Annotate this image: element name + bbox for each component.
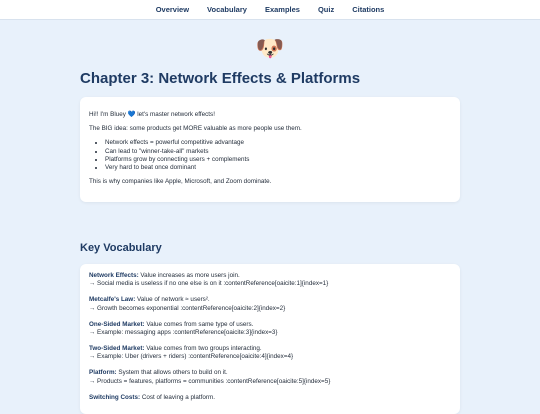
- vocab-example: → Products = features, platforms = communities :contentReference[oaicite:5]{index=5}: [89, 377, 331, 385]
- vocabulary-heading: Key Vocabulary: [80, 242, 162, 254]
- nav-overview[interactable]: Overview: [155, 5, 190, 14]
- intro-card: [80, 97, 460, 202]
- vocab-definition: Value comes from two groups interacting.: [144, 345, 262, 353]
- vocab-definition: Value increases as more users join.: [138, 272, 240, 279]
- vocab-term: Switching Costs:: [89, 393, 141, 401]
- vocab-term: Network Effects:: [89, 272, 139, 279]
- list-item: • Network effects = powerful competitive advantage: [105, 139, 451, 147]
- vocab-definition: System that allows others to build on it.: [116, 369, 228, 377]
- vocab-item: [89, 321, 451, 337]
- intro-closing: This is why companies like Apple, Microsoft, and Zoom dominate.: [89, 178, 272, 186]
- vocab-definition: Value comes from same type of users.: [144, 320, 254, 328]
- nav-vocabulary[interactable]: Vocabulary: [207, 5, 247, 14]
- vocabulary-card: [80, 264, 460, 414]
- vocab-term: Platform:: [89, 369, 117, 377]
- vocab-item: [89, 296, 451, 312]
- vocab-example: → Social media is useless if no one else is on it :contentReference[oaicite:1]{index=1}: [89, 280, 329, 288]
- vocab-item: [89, 345, 451, 361]
- intro-big-idea: The BIG idea: some products get MORE valuable as more people use them.: [89, 125, 302, 133]
- vocab-example: → Example: messaging apps :contentReference[oaicite:3]{index=3}: [89, 328, 278, 336]
- nav-quiz[interactable]: Quiz: [317, 5, 335, 14]
- intro-bullet-list: [105, 139, 451, 172]
- vocab-item: [89, 394, 451, 402]
- nav-examples[interactable]: Examples: [264, 5, 300, 14]
- page-title: Chapter 3: Network Effects & Platforms: [80, 70, 361, 87]
- dog-face-icon: 🐶: [255, 36, 285, 62]
- vocab-term: One-Sided Market:: [89, 320, 145, 328]
- list-item: • Platforms grow by connecting users + complements: [105, 156, 451, 164]
- vocab-definition: Value of network ≈ users².: [135, 296, 210, 304]
- vocab-term: Metcalfe's Law:: [89, 296, 136, 304]
- intro-greeting: Hi!! I'm Bluey 💙 let's master network effects!: [89, 111, 215, 118]
- vocab-definition: Cost of leaving a platform.: [140, 393, 215, 401]
- vocab-item: [89, 272, 451, 288]
- vocab-example: → Example: Uber (drivers + riders) :contentReference[oaicite:4]{index=4}: [89, 353, 294, 361]
- list-item: • Very hard to beat once dominant: [105, 164, 451, 172]
- list-item: • Can lead to "winner-take-all" markets: [105, 148, 451, 156]
- top-nav: [0, 0, 540, 20]
- vocab-item: [89, 369, 451, 385]
- nav-citations[interactable]: Citations: [352, 5, 385, 14]
- vocab-term: Two-Sided Market:: [89, 345, 145, 353]
- vocab-example: → Growth becomes exponential :contentReference[oaicite:2]{index=2}: [89, 304, 286, 312]
